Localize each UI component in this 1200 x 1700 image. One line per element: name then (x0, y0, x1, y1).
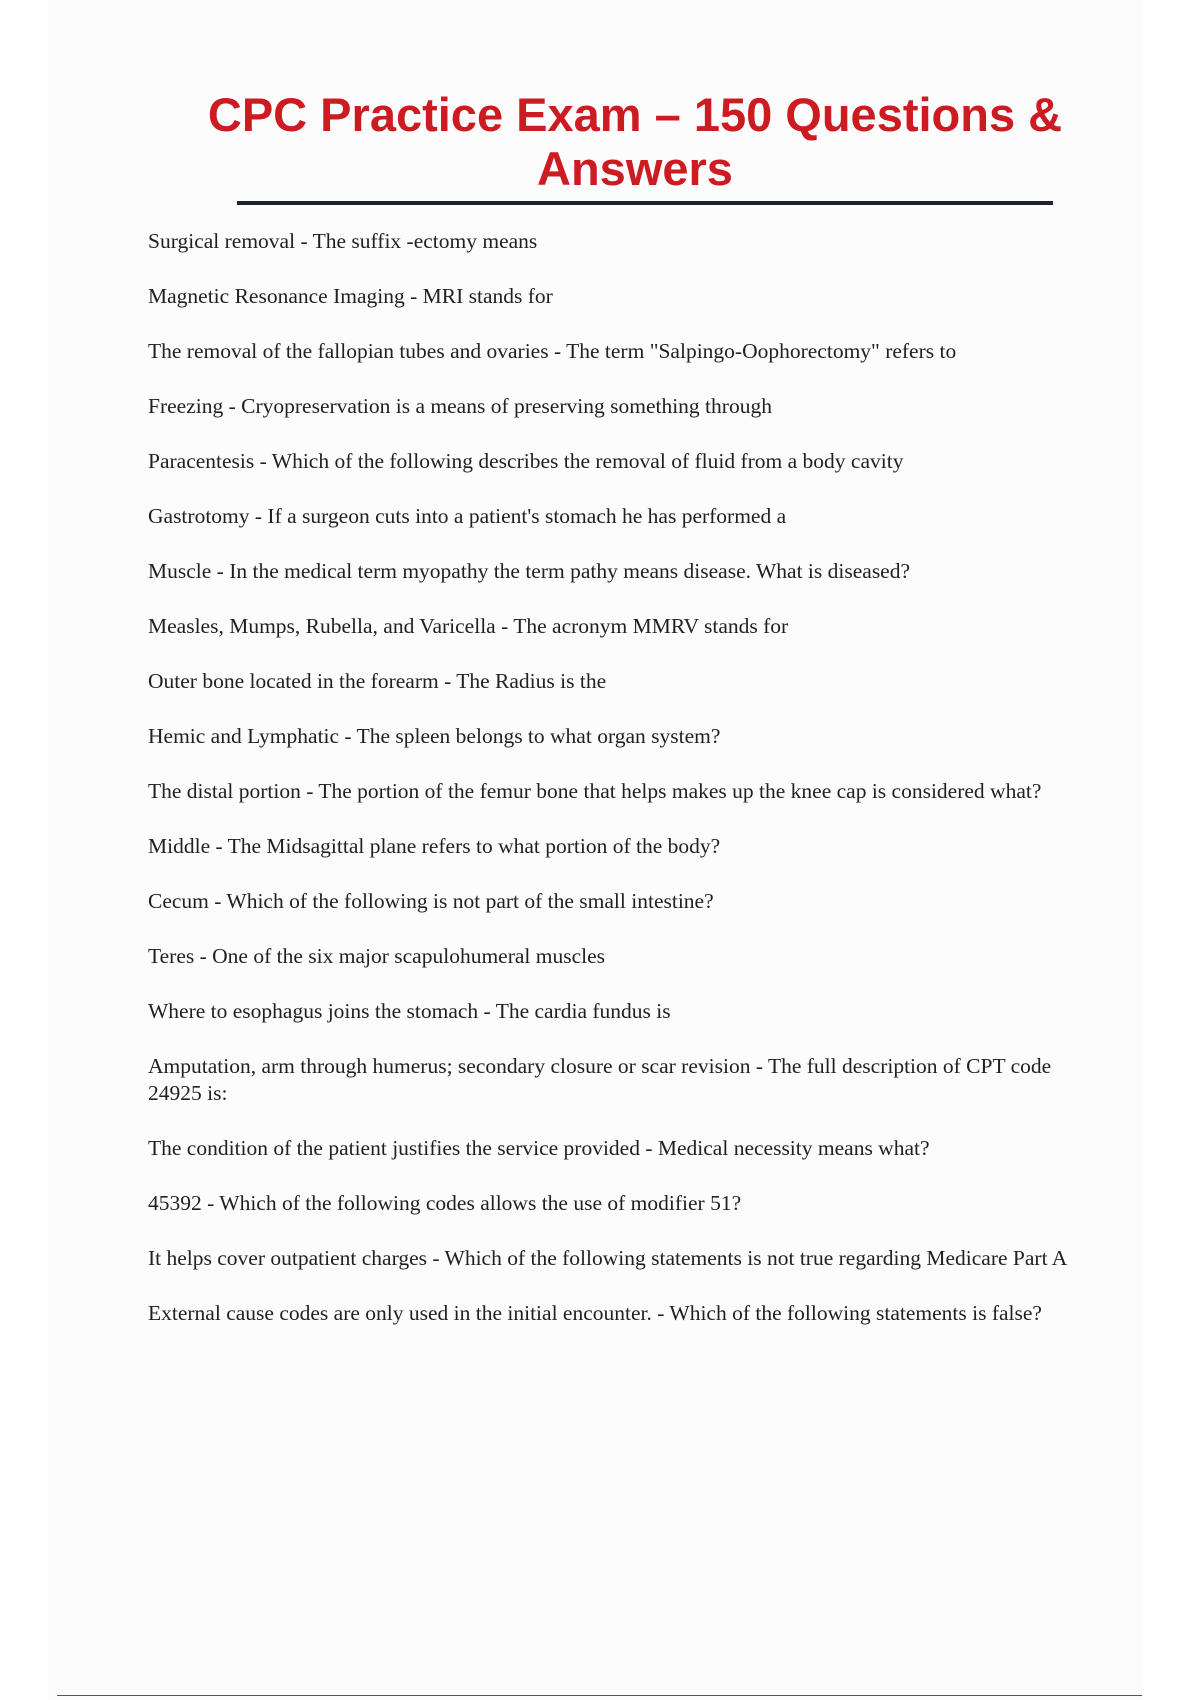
qa-item: Cecum - Which of the following is not part of the small intestine? (148, 889, 714, 913)
qa-item: Surgical removal - The suffix -ectomy means (148, 229, 538, 253)
qa-item: Magnetic Resonance Imaging - MRI stands for (148, 284, 553, 308)
qa-item: Teres - One of the six major scapulohumeral muscles (148, 944, 606, 968)
qa-item: Freezing - Cryopreservation is a means of preserving something through (148, 394, 772, 418)
qa-item: External cause codes are only used in the initial encounter. - Which of the following statements is false? (148, 1301, 1042, 1325)
qa-item: Hemic and Lymphatic - The spleen belongs to what organ system? (148, 724, 721, 748)
qa-item: The distal portion - The portion of the femur bone that helps makes up the knee cap is considered what? (148, 779, 1042, 803)
qa-item: 45392 - Which of the following codes allows the use of modifier 51? (148, 1191, 742, 1215)
qa-item: Muscle - In the medical term myopathy the term pathy means disease. What is diseased? (148, 559, 911, 583)
qa-item: The condition of the patient justifies the service provided - Medical necessity means what? (148, 1136, 930, 1160)
qa-item: Gastrotomy - If a surgeon cuts into a patient's stomach he has performed a (148, 504, 787, 528)
qa-item: Outer bone located in the forearm - The Radius is the (148, 669, 607, 693)
qa-item: Measles, Mumps, Rubella, and Varicella - The acronym MMRV stands for (148, 614, 789, 638)
qa-item: It helps cover outpatient charges - Which of the following statements is not true regarding Medicare Part A (148, 1246, 1068, 1270)
qa-item: The removal of the fallopian tubes and ovaries - The term "Salpingo-Oophorectomy" refers to (148, 339, 957, 363)
page-bottom-rule (57, 1695, 1142, 1696)
qa-list (148, 228, 1093, 1355)
qa-item: Where to esophagus joins the stomach - The cardia fundus is (148, 999, 671, 1023)
qa-item: Paracentesis - Which of the following describes the removal of fluid from a body cavity (148, 449, 904, 473)
qa-item: Amputation, arm through humerus; secondary closure or scar revision - The full description of CPT code 24925 is: (148, 1054, 1052, 1105)
qa-item: Middle - The Midsagittal plane refers to what portion of the body? (148, 834, 721, 858)
title-underline (237, 201, 1053, 205)
document-title: CPC Practice Exam – 150 Questions & Answers (207, 88, 1063, 195)
